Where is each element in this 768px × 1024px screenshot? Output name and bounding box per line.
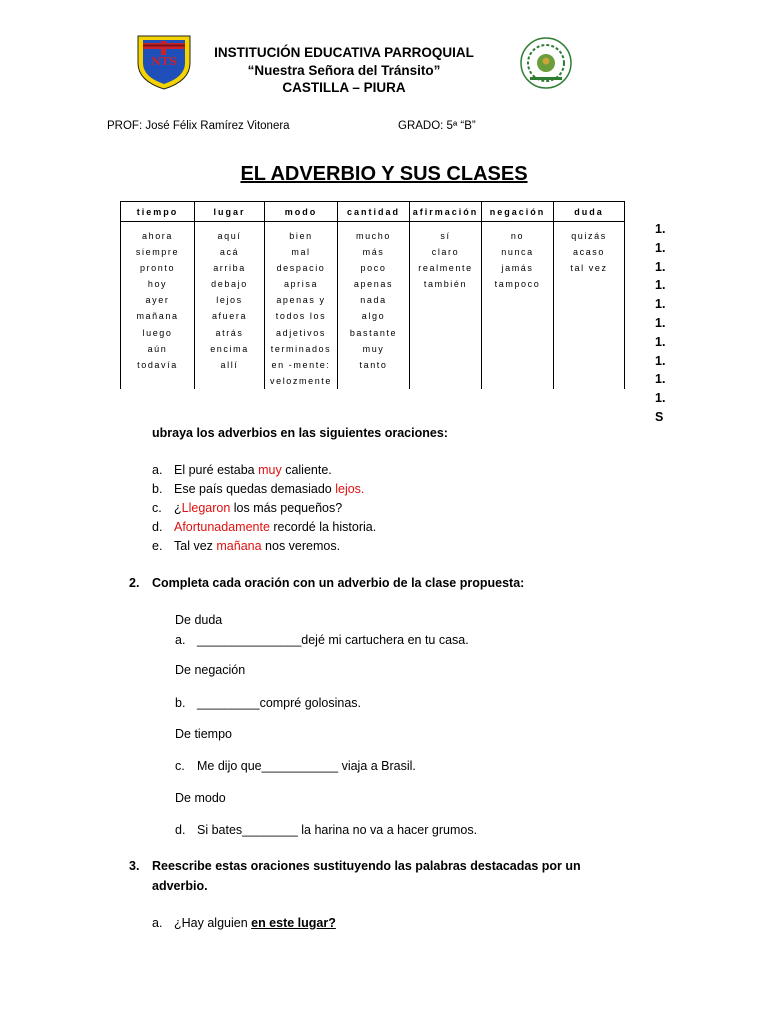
side-number: 1. xyxy=(655,222,666,236)
table-header-row xyxy=(121,202,625,222)
table-cell: velozmente xyxy=(269,375,333,386)
table-column-modo xyxy=(265,222,338,389)
list-item xyxy=(152,463,332,477)
side-number: 1. xyxy=(655,334,666,349)
fill-blank-sentence: Me dijo que___________ viaja a Brasil. xyxy=(197,759,416,773)
table-cell: ayer xyxy=(145,295,170,306)
list-item xyxy=(152,501,342,515)
table-column-afirmacion xyxy=(410,222,482,389)
fill-blank-sentence: _________compré golosinas. xyxy=(197,696,362,710)
section3-instruction-cont: adverbio. xyxy=(152,879,208,893)
table-column-lugar xyxy=(195,222,265,389)
table-cell: realmente xyxy=(418,263,473,274)
table-cell: apenas y xyxy=(276,295,326,306)
item-letter: c. xyxy=(175,759,185,773)
table-cell: también xyxy=(423,279,468,290)
sentence-text: nos veremos. xyxy=(261,539,341,553)
table-cell: terminados xyxy=(270,343,332,354)
table-cell: encima xyxy=(210,343,249,354)
table-header: lugar xyxy=(195,202,265,222)
table-cell: todos los xyxy=(275,311,327,322)
section2-instruction xyxy=(129,576,524,590)
table-cell: siempre xyxy=(135,247,180,258)
table-cell: nunca xyxy=(501,247,534,258)
side-number: 1. xyxy=(655,315,666,330)
side-number: 1. xyxy=(655,259,666,274)
item-letter: a. xyxy=(152,916,163,930)
table-cell: nada xyxy=(360,295,387,306)
table-cell: más xyxy=(362,247,385,258)
table-cell: apenas xyxy=(353,279,394,290)
adverb-highlight: muy xyxy=(258,463,282,477)
side-number: 1. xyxy=(655,240,666,255)
sentence-text: los más pequeños? xyxy=(230,501,343,515)
section1-instruction: ubraya los adverbios en las siguientes oraciones: xyxy=(152,426,448,440)
table-cell: lejos xyxy=(216,295,243,306)
table-cell: debajo xyxy=(211,279,248,290)
adverb-class-label: De tiempo xyxy=(175,727,232,741)
fill-blank-sentence: _______________dejé mi cartuchera en tu casa. xyxy=(197,633,469,647)
adverb-class-label: De negación xyxy=(175,663,246,677)
table-cell: todavía xyxy=(137,359,178,370)
sentence-text: ¿Hay alguien xyxy=(174,916,252,930)
list-item xyxy=(152,916,336,930)
table-header: modo xyxy=(265,202,338,222)
table-cell: pronto xyxy=(139,263,176,274)
table-cell: adjetivos xyxy=(276,327,326,338)
item-letter: b. xyxy=(152,482,163,496)
section3-instruction xyxy=(129,859,581,873)
highlighted-phrase: en este lugar? xyxy=(251,916,336,930)
table-cell: aún xyxy=(147,343,168,354)
school-location: CASTILLA – PIURA xyxy=(282,80,406,95)
table-cell: bastante xyxy=(349,327,398,338)
table-column-cantidad xyxy=(338,222,410,389)
list-item xyxy=(175,696,361,710)
section-number: 2. xyxy=(129,576,140,590)
adverb-class-label: De duda xyxy=(175,613,223,627)
table-body-row xyxy=(121,222,625,389)
item-letter: a. xyxy=(175,633,186,647)
table-cell: tal vez xyxy=(570,263,608,274)
adverb-class-label: De modo xyxy=(175,791,226,805)
sentence-text: ¿ xyxy=(174,501,182,515)
sentence-text: recordé la historia. xyxy=(269,520,377,534)
page-title: EL ADVERBIO Y SUS CLASES xyxy=(240,163,528,185)
table-header: tiempo xyxy=(121,202,195,222)
table-cell: muy xyxy=(362,343,385,354)
table-cell: allí xyxy=(220,359,239,370)
side-number: 1. xyxy=(655,391,666,406)
table-cell: ahora xyxy=(141,231,174,241)
table-cell: bien xyxy=(289,231,313,241)
table-column-negacion xyxy=(482,222,554,389)
fill-blank-sentence: Si bates________ la harina no va a hacer grumos. xyxy=(197,823,478,837)
side-numbering xyxy=(655,220,665,427)
sentence-text: caliente. xyxy=(281,463,332,477)
sentence-text: Ese país quedas demasiado xyxy=(174,482,336,496)
adverb-highlight: Llegaron xyxy=(181,501,231,515)
side-number: 1. xyxy=(655,372,666,387)
table-cell: poco xyxy=(360,263,387,274)
list-item xyxy=(152,539,340,553)
adverb-highlight: mañana xyxy=(216,539,262,553)
table-cell: algo xyxy=(361,311,386,322)
list-item xyxy=(175,759,416,773)
item-letter: b. xyxy=(175,696,186,710)
adverb-highlight: lejos. xyxy=(335,482,365,496)
table-cell: acaso xyxy=(572,247,606,258)
table-header: negación xyxy=(482,202,554,222)
list-item xyxy=(152,520,376,534)
instruction-text: Reescribe estas oraciones sustituyendo las palabras destacadas por un xyxy=(152,859,581,873)
table-header: afirmación xyxy=(410,202,482,222)
sentence-text: Tal vez xyxy=(174,539,217,553)
institution-name: INSTITUCIÓN EDUCATIVA PARROQUIAL xyxy=(214,45,474,60)
table-cell: arriba xyxy=(213,263,246,274)
table-header: duda xyxy=(554,202,625,222)
table-cell: despacio xyxy=(276,263,326,274)
table-cell: en -mente: xyxy=(271,359,331,370)
table-column-tiempo xyxy=(121,222,195,389)
table-column-duda xyxy=(554,222,625,389)
school-name: “Nuestra Señora del Tránsito” xyxy=(247,63,441,78)
table-cell: afuera xyxy=(211,311,248,322)
grade-label: GRADO: 5ª “B” xyxy=(398,120,476,132)
item-letter: a. xyxy=(152,463,163,477)
list-item xyxy=(152,482,364,496)
table-cell: mal xyxy=(291,247,311,258)
side-number: 1. xyxy=(655,353,666,368)
list-item xyxy=(175,823,477,837)
item-letter: e. xyxy=(152,539,163,553)
table-cell: luego xyxy=(142,327,173,338)
list-item xyxy=(175,633,469,647)
table-header: cantidad xyxy=(338,202,410,222)
table-cell: hoy xyxy=(147,279,168,290)
professor-name: PROF: José Félix Ramírez Vitonera xyxy=(107,120,290,132)
table-cell: atrás xyxy=(215,327,244,338)
side-number: 1. xyxy=(655,297,666,312)
table-cell: mañana xyxy=(136,311,179,322)
table-cell: quizás xyxy=(571,231,607,241)
adverb-table xyxy=(120,201,625,389)
section-number: 3. xyxy=(129,859,140,873)
table-cell: aprisa xyxy=(283,279,319,290)
adverb-highlight: Afortunadamente xyxy=(174,520,270,534)
table-cell: aquí xyxy=(217,231,242,241)
instruction-text: Completa cada oración con un adverbio de la clase propuesta: xyxy=(152,576,525,590)
side-number: S xyxy=(655,409,664,424)
table-cell: sí xyxy=(440,231,451,241)
item-letter: d. xyxy=(152,520,163,534)
table-cell: jamás xyxy=(501,263,534,274)
table-cell: mucho xyxy=(355,231,391,241)
item-letter: c. xyxy=(152,501,162,515)
table-cell: no xyxy=(510,231,525,241)
item-letter: d. xyxy=(175,823,186,837)
logo-lettering: NTS xyxy=(151,55,178,68)
table-cell: tampoco xyxy=(494,279,541,290)
side-number: 1. xyxy=(655,278,666,293)
table-cell: tanto xyxy=(359,359,388,370)
table-cell: acá xyxy=(219,247,240,258)
sentence-text: El puré estaba xyxy=(174,463,259,477)
table-cell: claro xyxy=(431,247,460,258)
